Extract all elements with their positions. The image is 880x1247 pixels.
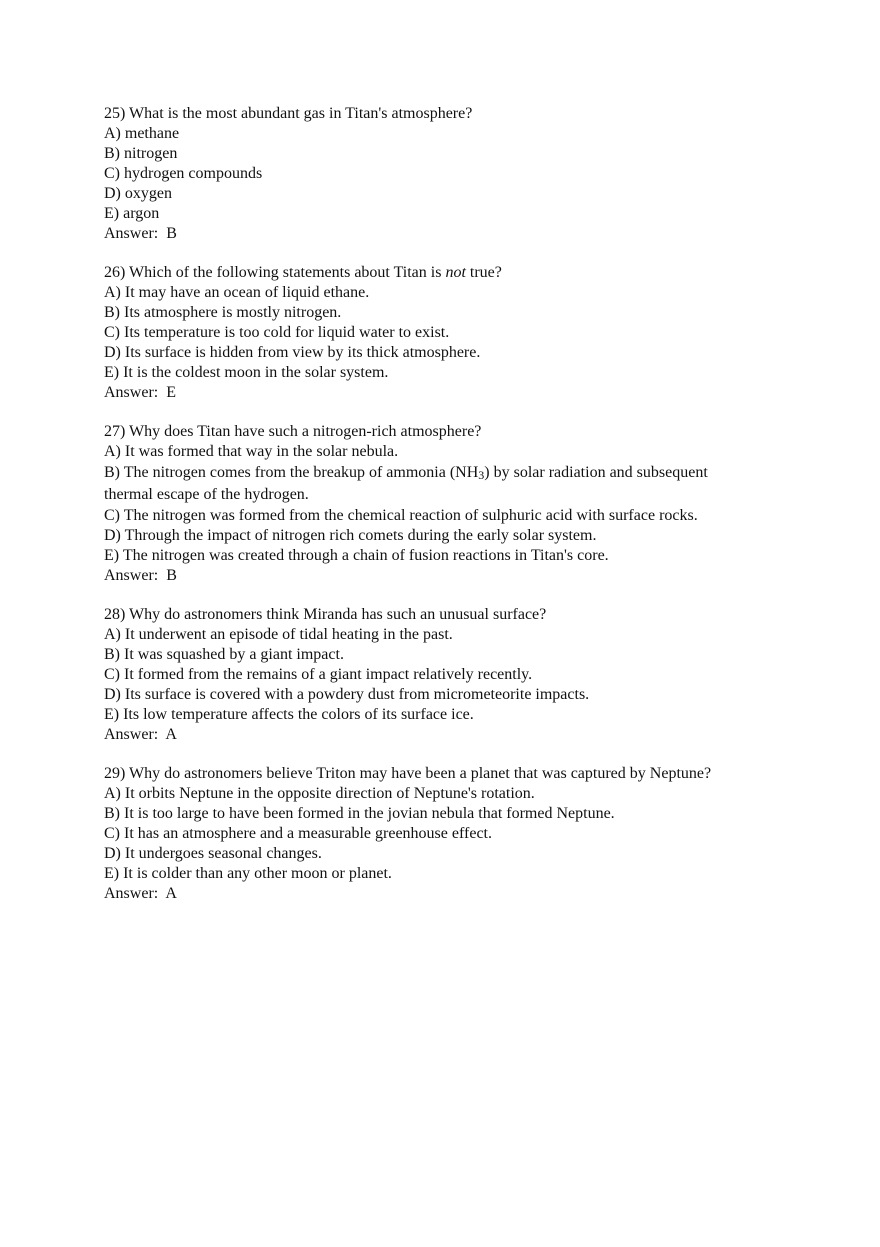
option-a: A) It was formed that way in the solar nebula. <box>104 443 399 460</box>
question-26 <box>104 263 804 403</box>
question-27 <box>104 422 804 586</box>
option-d: D) Through the impact of nitrogen rich comets during the early solar system. <box>104 527 597 544</box>
option-c: C) It has an atmosphere and a measurable greenhouse effect. <box>104 825 492 842</box>
option-e: E) argon <box>104 205 160 222</box>
option-a: A) It underwent an episode of tidal heating in the past. <box>104 626 453 643</box>
stem-text-end: true? <box>465 264 502 281</box>
option-d: D) Its surface is hidden from view by its thick atmosphere. <box>104 344 481 361</box>
stem-emphasis: not <box>445 264 466 281</box>
question-stem: 28) Why do astronomers think Miranda has such an unusual surface? <box>104 606 547 623</box>
subscript: 3 <box>478 468 485 482</box>
question-29 <box>104 764 804 904</box>
option-b-text: B) The nitrogen comes from the breakup of ammonia (NH <box>104 464 479 481</box>
answer: Answer: A <box>104 885 177 902</box>
answer: Answer: B <box>104 225 177 242</box>
option-a: A) It orbits Neptune in the opposite direction of Neptune's rotation. <box>104 785 535 802</box>
option-a: A) methane <box>104 125 180 142</box>
option-b: B) It was squashed by a giant impact. <box>104 646 344 663</box>
question-28 <box>104 605 804 745</box>
answer: Answer: A <box>104 726 177 743</box>
answer: Answer: B <box>104 567 177 584</box>
stem-text: 26) Which of the following statements about Titan is <box>104 264 446 281</box>
option-c: C) Its temperature is too cold for liquid water to exist. <box>104 324 450 341</box>
option-e: E) The nitrogen was created through a chain of fusion reactions in Titan's core. <box>104 547 609 564</box>
question-stem: 25) What is the most abundant gas in Titan's atmosphere? <box>104 105 473 122</box>
option-e: E) Its low temperature affects the colors of its surface ice. <box>104 706 474 723</box>
option-b-text-end: ) by solar radiation and subsequent <box>484 464 708 481</box>
option-b: B) It is too large to have been formed in the jovian nebula that formed Neptune. <box>104 805 615 822</box>
question-25 <box>104 104 804 244</box>
option-c: C) hydrogen compounds <box>104 165 263 182</box>
question-stem: 27) Why does Titan have such a nitrogen-rich atmosphere? <box>104 423 482 440</box>
option-e: E) It is colder than any other moon or planet. <box>104 865 392 882</box>
option-b: B) Its atmosphere is mostly nitrogen. <box>104 304 342 321</box>
question-stem: 29) Why do astronomers believe Triton may have been a planet that was captured by Neptune? <box>104 765 712 782</box>
option-a: A) It may have an ocean of liquid ethane. <box>104 284 370 301</box>
option-b: B) nitrogen <box>104 145 178 162</box>
option-b-continuation: thermal escape of the hydrogen. <box>104 486 309 503</box>
option-d: D) oxygen <box>104 185 172 202</box>
answer: Answer: E <box>104 384 176 401</box>
option-c: C) The nitrogen was formed from the chemical reaction of sulphuric acid with surface rocks. <box>104 507 698 524</box>
option-d: D) It undergoes seasonal changes. <box>104 845 322 862</box>
question-stem <box>104 263 804 283</box>
option-e: E) It is the coldest moon in the solar system. <box>104 364 389 381</box>
option-c: C) It formed from the remains of a giant impact relatively recently. <box>104 666 533 683</box>
document-page <box>104 104 804 923</box>
option-b <box>104 462 804 484</box>
option-d: D) Its surface is covered with a powdery dust from micrometeorite impacts. <box>104 686 590 703</box>
